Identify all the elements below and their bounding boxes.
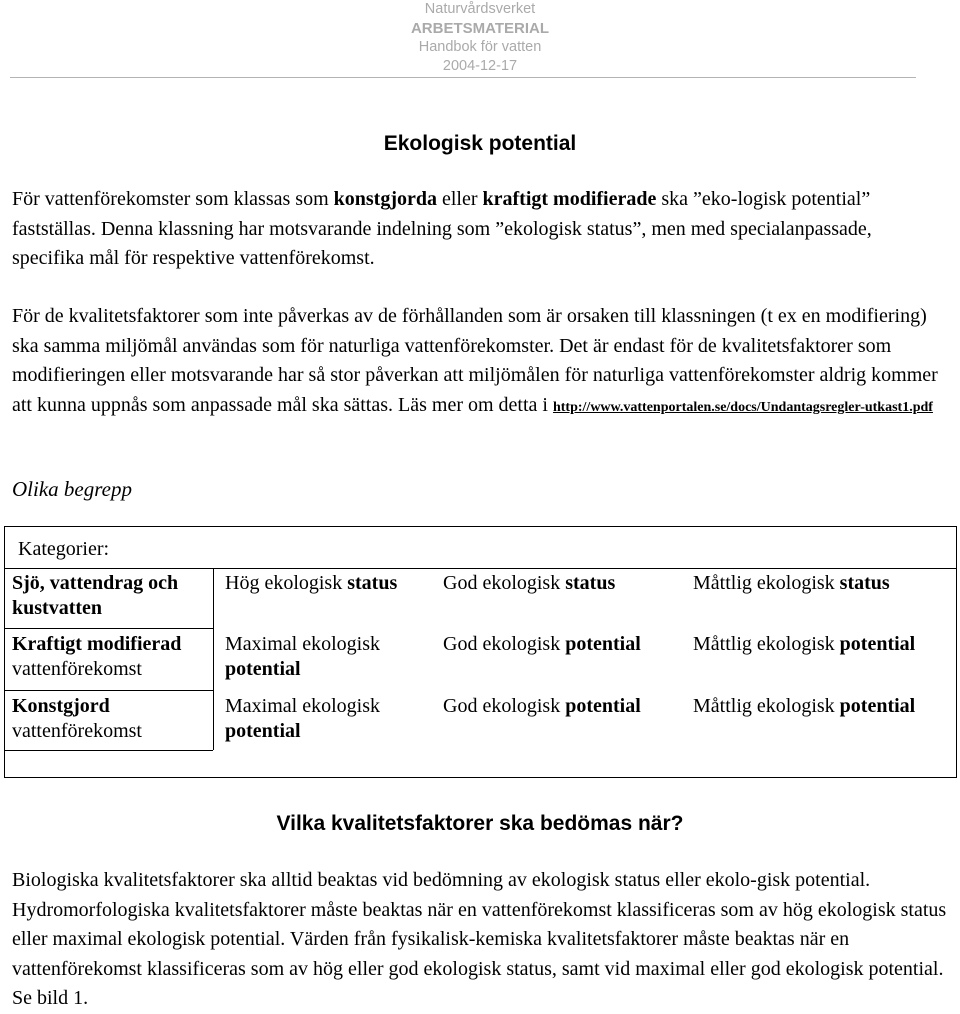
paragraph-intro: För vattenförekomster som klassas som konstgjorda eller kraftigt modifierade ska ”eko-logisk potential” fastställas. Denna klassning har motsvarande indelning som ”ekologisk status”, men med specialanpassade, specifika mål för respektive vattenförekomst. bbox=[12, 188, 872, 269]
paragraph-biological-factors: Biologiska kvalitetsfaktorer ska alltid beaktas vid bedömning av ekologisk status eller ekolo-gisk potential. Hydromorfologiska kvalitetsfaktorer måste beaktas när en vattenförekomst klassificeras som av hög ekologisk status eller maximal ekologisk potential. Värden från fysikalisk-kemiska kvalitetsfaktorer måste beaktas när en vattenförekomst klassificeras som av hög eller god ekologisk status, samt vid maximal eller god ekologisk potential. Se bild 1. bbox=[12, 869, 947, 1009]
header-divider bbox=[10, 77, 916, 78]
header-org: Naturvårdsverket bbox=[424, 1, 536, 17]
table-column-divider bbox=[213, 568, 214, 750]
header-date: 2004-12-17 bbox=[442, 58, 518, 74]
header-doc-title: Handbok för vatten bbox=[418, 39, 542, 55]
table-cell: Måttlig ekologisk potential bbox=[693, 633, 916, 655]
table-caption: Kategorier: bbox=[18, 538, 110, 560]
table-divider bbox=[4, 628, 213, 629]
table-cell: Maximal ekologisk potential bbox=[225, 633, 380, 680]
table-cell: God ekologisk potential bbox=[443, 695, 641, 717]
table-cell: Maximal ekologisk potential bbox=[225, 695, 380, 742]
term-kraftigt-modifierade: kraftigt modifierade bbox=[482, 188, 657, 210]
subheading-olika-begrepp: Olika begrepp bbox=[12, 477, 132, 501]
undantagsregler-link[interactable]: http://www.vattenportalen.se/docs/Undantagsregler-utkast1.pdf bbox=[552, 399, 933, 415]
table-divider bbox=[4, 750, 213, 751]
table-divider bbox=[4, 568, 957, 569]
section-title-kvalitetsfaktorer: Vilka kvalitetsfaktorer ska bedömas när? bbox=[276, 812, 684, 835]
table-cell: Hög ekologisk status bbox=[225, 572, 398, 594]
table-row-label: Konstgjord vattenförekomst bbox=[12, 695, 142, 742]
document-header bbox=[0, 0, 960, 76]
table-divider bbox=[4, 690, 213, 691]
header-status: ARBETSMATERIAL bbox=[410, 20, 550, 37]
table-row-label: Sjö, vattendrag och kustvatten bbox=[12, 572, 179, 619]
table-cell: Måttlig ekologisk potential bbox=[693, 695, 916, 717]
table-row-label: Kraftigt modifierad vattenförekomst bbox=[12, 633, 182, 680]
section-title-ekologisk-potential: Ekologisk potential bbox=[383, 132, 577, 155]
paragraph-quality-factors: För de kvalitetsfaktorer som inte påverkas av de förhållanden som är orsaken till klassningen (t ex en modifiering) ska samma miljömål användas som för naturliga vattenförekomster. Det är endast för de kvalitetsfaktorer som modifieringen eller motsvarande har så stor påverkan att miljömålen för naturliga vattenförekomster aldrig kommer att kunna uppnås som anpassade mål ska sättas. Läs mer om detta i http://www.vattenportalen.se/docs/Undantagsregler-utkast1.pdf bbox=[12, 305, 938, 416]
table-cell: Måttlig ekologisk status bbox=[693, 572, 890, 594]
table-cell: God ekologisk status bbox=[443, 572, 616, 594]
table-cell: God ekologisk potential bbox=[443, 633, 641, 655]
term-konstgjorda: konstgjorda bbox=[333, 188, 437, 210]
